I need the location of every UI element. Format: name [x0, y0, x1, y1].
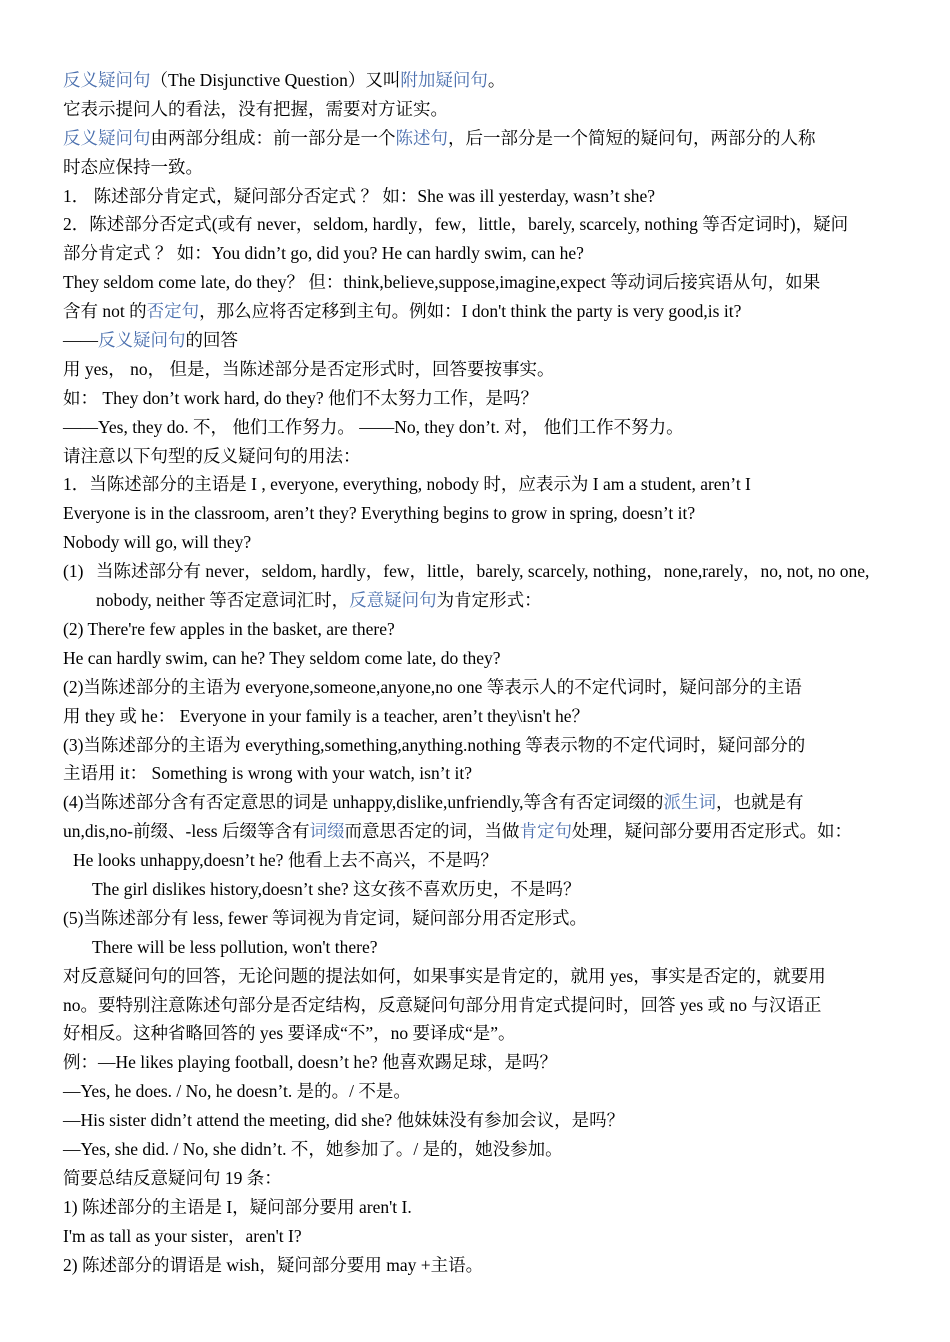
term-link-fujia[interactable]: 附加疑问句 — [400, 70, 488, 90]
example-line: Nobody will go, will they? — [63, 532, 252, 553]
example-line: 用 they 或 he： Everyone in your family is a teacher, aren’t they\isn't he？ — [63, 705, 589, 726]
text: un,dis,no-前缀、-less 后缀等含有 — [63, 821, 310, 842]
paragraph-line: 好相反。这种省略回答的 yes 要译成“不”，no 要译成“是”。 — [63, 1023, 516, 1044]
rule-item-2: 2．陈述部分否定式(或有 never，seldom, hardly，few，little，barely, scarcely, nothing 等否定词时)，疑问 — [63, 214, 849, 235]
text: ，后一部分是一个简短的疑问句，两部分的人称 — [448, 127, 816, 148]
example-line: 如： They don’t work hard, do they? 他们不太努力工作，是吗？ — [63, 387, 539, 408]
example-line: ——Yes, they do. 不， 他们工作努力。 ——No, they don’t. 对， 他们工作不努力。 — [63, 416, 684, 437]
section-heading-answers — [63, 326, 893, 355]
text: 处理，疑问部分要用否定形式。如： — [571, 821, 852, 842]
paragraph-line: 时态应保持一致。 — [63, 156, 203, 177]
term-link-kending[interactable]: 肯定句 — [519, 821, 572, 842]
rule-item: (5)当陈述部分有 less, fewer 等词视为肯定词，疑问部分用否定形式。 — [63, 907, 587, 928]
example-line: He can hardly swim, can he? They seldom come late, do they? — [63, 647, 501, 668]
term-link-fanyi[interactable]: 反义疑问句 — [63, 127, 151, 148]
paragraph-line: no。要特别注意陈述句部分是否定结构，反意疑问句部分用肯定式提问时，回答 yes 或 no 与汉语正 — [63, 994, 822, 1015]
rule-item-hanging — [63, 557, 893, 615]
rule-item — [63, 788, 893, 817]
text: (4)当陈述部分含有否定意思的词是 unhappy,dislike,unfriendly,等含有否定词缀的 — [63, 792, 664, 813]
paragraph-line: 对反意疑问句的回答，无论问题的提法如何，如果事实是肯定的，就用 yes，事实是否定的，就要用 — [63, 965, 826, 986]
rule-item: (2)当陈述部分的主语为 everyone,someone,anyone,no one 等表示人的不定代词时，疑问部分的主语 — [63, 676, 802, 697]
term-link-chenshu[interactable]: 陈述句 — [395, 127, 448, 148]
example-line: —Yes, he does. / No, he doesn’t. 是的。/ 不是。 — [63, 1081, 411, 1102]
example-line: 例：—He likes playing football, doesn’t he? 他喜欢踢足球，是吗？ — [63, 1052, 557, 1073]
term-link-fouding[interactable]: 否定句 — [146, 301, 200, 322]
paragraph-line: 用 yes， no， 但是，当陈述部分是否定形式时，回答要按事实。 — [63, 358, 555, 379]
example-line: —His sister didn’t attend the meeting, did she? 他妹妹没有参加会议，是吗？ — [63, 1110, 625, 1131]
example-line: Everyone is in the classroom, aren’t they? Everything begins to grow in spring, doesn’t it? — [63, 503, 696, 524]
rule-item-1: 1． 陈述部分肯定式，疑问部分否定式 ？ 如：She was ill yesterday, wasn’t she? — [63, 185, 656, 206]
term-link-fanyi2[interactable]: 反意疑问句 — [349, 590, 437, 611]
text: 当陈述部分有 never，seldom, hardly，few，little，barely, scarcely, nothing，none,rarely，no, not, no one, nobody, neither 等否定意词汇时， — [96, 561, 870, 611]
item-number: (1) — [63, 561, 84, 582]
example-line: There will be less pollution, won't there? — [92, 936, 378, 957]
text: 。 — [487, 70, 506, 90]
paragraph-line: 部分肯定式 ？ 如：You didn’t go, did you? He can hardly swim, can he? — [63, 243, 584, 264]
example-line: 主语用 it： Something is wrong with your watch, isn’t it? — [63, 763, 472, 784]
example-line: (2) There're few apples in the basket, are there? — [63, 618, 395, 639]
paragraph-line — [63, 124, 893, 153]
summary-item-1: 1) 陈述部分的主语是 I，疑问部分要用 aren't I. — [63, 1196, 412, 1217]
section-heading-usage: 请注意以下句型的反义疑问句的用法： — [63, 445, 361, 466]
text: 由两部分组成：前一部分是一个 — [150, 127, 396, 148]
rule-item: (3)当陈述部分的主语为 everything,something,anything.nothing 等表示物的不定代词时，疑问部分的 — [63, 734, 806, 755]
example-line: I'm as tall as your sister，aren't I? — [63, 1225, 302, 1246]
document-body — [63, 66, 893, 1279]
example-line: He looks unhappy,doesn’t he? 他看上去不高兴，不是吗？ — [73, 850, 498, 871]
paragraph-line: 它表示提问人的看法，没有把握，需要对方证实。 — [63, 98, 448, 119]
example-line: —Yes, she did. / No, she didn’t. 不，她参加了。/ 是的，她没参加。 — [63, 1138, 563, 1159]
paragraph-line — [63, 817, 893, 846]
example-line: The girl dislikes history,doesn’t she? 这女孩不喜欢历史，不是吗？ — [92, 878, 581, 899]
text: 的回答 — [185, 330, 238, 351]
text: 含有 not 的 — [63, 301, 147, 322]
rule-item: 1．当陈述部分的主语是 I , everyone, everything, nobody 时，应表示为 I am a student, aren’t I — [63, 474, 751, 495]
text: ，也就是有 — [715, 792, 804, 813]
term-link-fanyi[interactable]: 反义疑问句 — [63, 70, 151, 90]
text: 而意思否定的词，当做 — [344, 821, 520, 842]
text: —— — [63, 330, 98, 351]
term-link-paisheng[interactable]: 派生词 — [663, 792, 716, 813]
term-link-fanyi[interactable]: 反义疑问句 — [98, 330, 186, 351]
paragraph-line: They seldom come late, do they？ 但：think,believe,suppose,imagine,expect 等动词后接宾语从句，如果 — [63, 272, 821, 293]
summary-item-2: 2) 陈述部分的谓语是 wish，疑问部分要用 may +主语。 — [63, 1254, 484, 1275]
text: 为肯定形式： — [436, 590, 542, 611]
paragraph-line — [63, 297, 893, 326]
section-heading-summary: 简要总结反意疑问句 19 条： — [63, 1167, 282, 1188]
intro-title-line — [63, 66, 893, 95]
text: ，那么应将否定移到主句。例如：I don't think the party is very good,is it? — [199, 301, 742, 322]
text: （The Disjunctive Question）又叫 — [150, 70, 401, 90]
term-link-cizhui[interactable]: 词缀 — [309, 821, 345, 842]
